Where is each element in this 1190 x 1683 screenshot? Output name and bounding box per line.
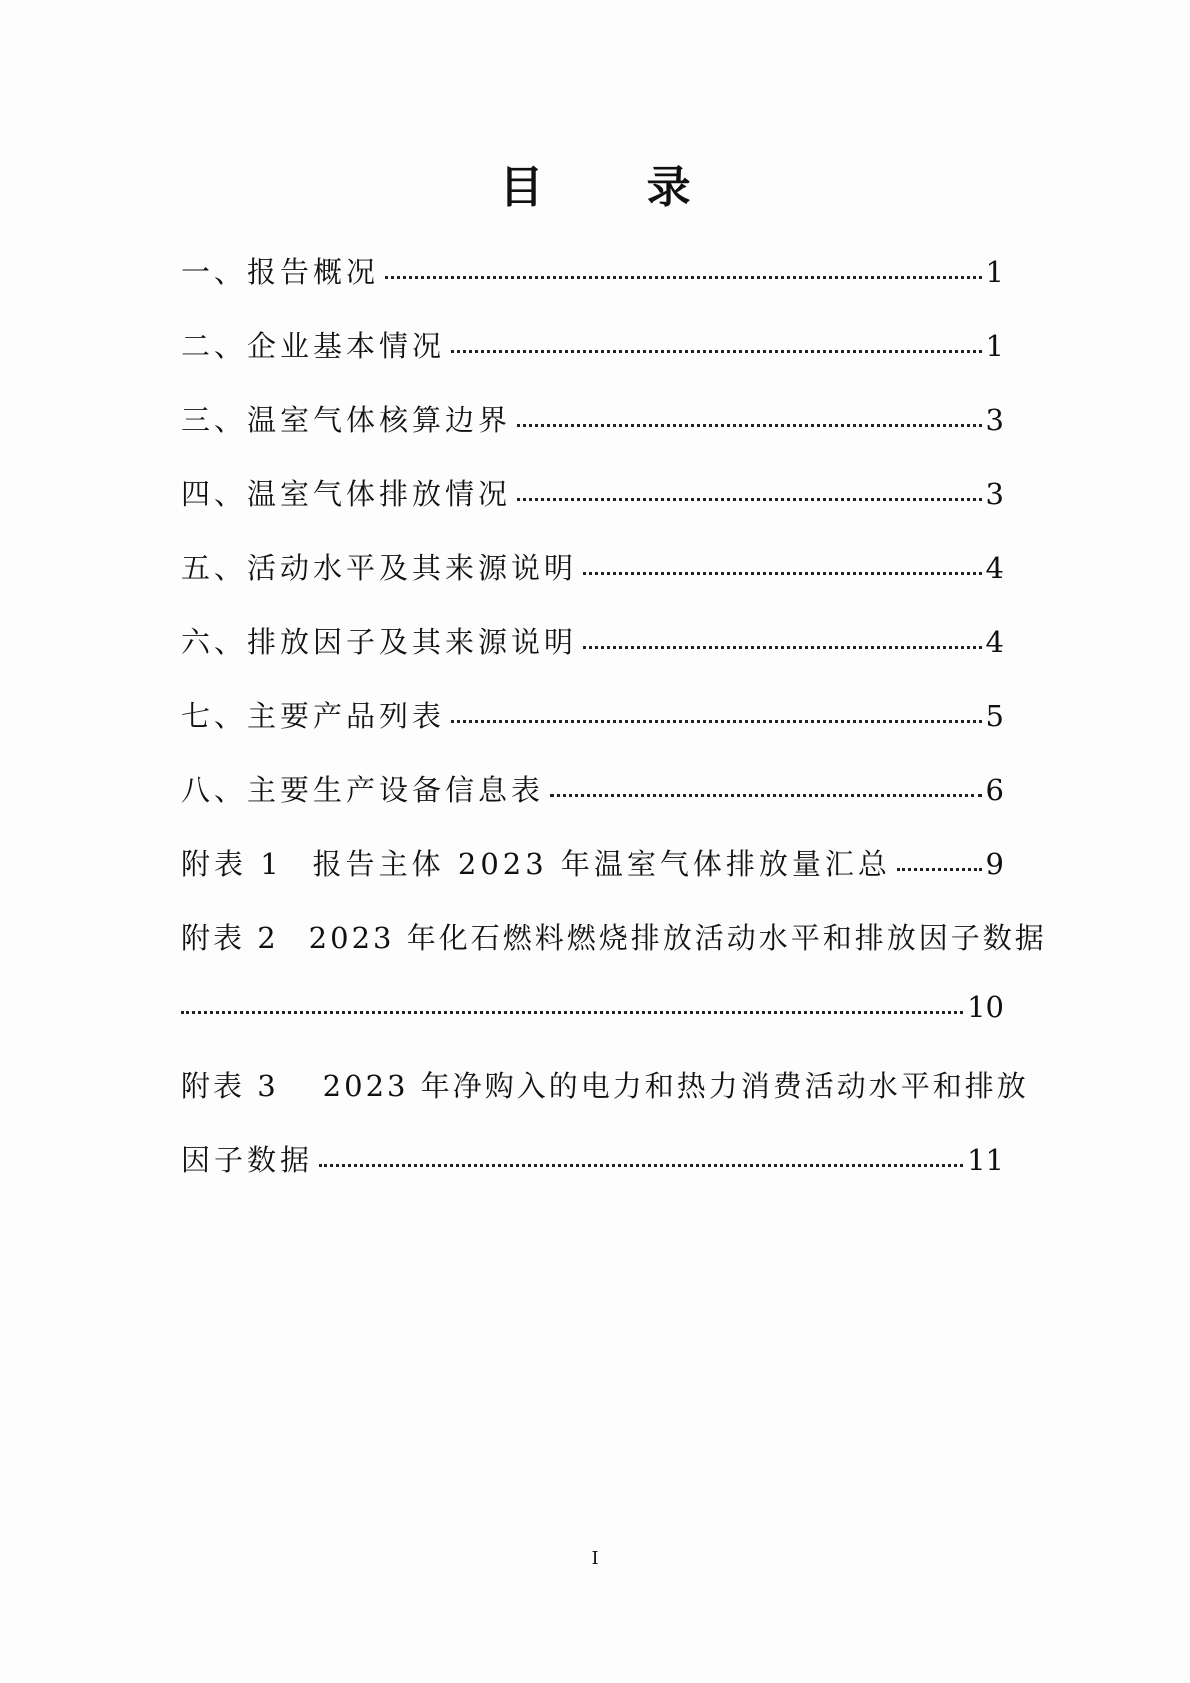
toc-entry[interactable]	[181, 694, 1004, 768]
toc-entry[interactable]	[181, 620, 1004, 694]
toc-leader-dots	[897, 868, 982, 871]
toc-page-number: 4	[985, 625, 1004, 659]
toc-page-number: 9	[985, 847, 1004, 881]
toc-entry[interactable]	[181, 768, 1004, 842]
toc-entry-appendix-1[interactable]	[181, 842, 1004, 916]
toc-page-number: 4	[985, 551, 1004, 585]
toc-page-number: 11	[967, 1143, 1004, 1177]
toc-entry-label: 二、企业基本情况	[181, 329, 446, 363]
toc-page-number: 1	[985, 255, 1004, 289]
toc-leader-dots	[517, 424, 982, 427]
toc-leader-dots	[451, 350, 982, 353]
toc-entry-label: 报告主体 2023 年温室气体排放量汇总	[312, 847, 891, 881]
page-number-footer: I	[591, 1548, 599, 1569]
toc-entry[interactable]	[181, 324, 1004, 398]
toc-page-number: 1	[985, 329, 1004, 363]
toc-entry-label: 八、主要生产设备信息表	[181, 773, 545, 807]
toc-entry-label: 四、温室气体排放情况	[181, 477, 512, 511]
toc-entry-label-continued: 因子数据	[181, 1143, 314, 1177]
toc-leader-dots	[181, 1011, 963, 1014]
toc-entry-appendix-2-leader[interactable]	[181, 990, 1004, 1064]
toc-entry-label: 2023 年化石燃料燃烧排放活动水平和排放因子数据	[308, 921, 1047, 955]
toc-entry-label: 七、主要产品列表	[181, 699, 446, 733]
toc-entry-label: 六、排放因子及其来源说明	[181, 625, 578, 659]
page-title: 目 录	[499, 162, 735, 213]
toc-entry[interactable]	[181, 398, 1004, 472]
toc-entry[interactable]	[181, 546, 1004, 620]
toc-entry-appendix-3[interactable]	[181, 1064, 1029, 1138]
toc-leader-dots	[319, 1164, 963, 1167]
toc-page-number: 3	[985, 403, 1004, 437]
toc-page-number: 3	[985, 477, 1004, 511]
toc-leader-dots	[583, 572, 982, 575]
toc-entry-label: 2023 年净购入的电力和热力消费活动水平和排放	[322, 1069, 1029, 1103]
toc-leader-dots	[451, 720, 982, 723]
toc-entry-appendix-3-leader[interactable]	[181, 1138, 1004, 1212]
toc-leader-dots	[517, 498, 982, 501]
toc-entry-label: 三、温室气体核算边界	[181, 403, 512, 437]
table-of-contents	[181, 250, 1047, 1212]
toc-leader-dots	[550, 794, 982, 797]
toc-entry-label: 五、活动水平及其来源说明	[181, 551, 578, 585]
toc-leader-dots	[583, 646, 982, 649]
toc-page-number: 10	[967, 990, 1004, 1024]
toc-entry[interactable]	[181, 250, 1004, 324]
toc-appendix-prefix: 附表 2	[181, 921, 279, 955]
toc-page-number: 6	[985, 773, 1004, 807]
toc-appendix-prefix: 附表 1	[181, 847, 283, 881]
toc-leader-dots	[385, 276, 982, 279]
toc-appendix-prefix: 附表 3	[181, 1069, 279, 1103]
toc-entry[interactable]	[181, 472, 1004, 546]
toc-entry-appendix-2[interactable]	[181, 916, 1047, 990]
toc-entry-label: 一、报告概况	[181, 255, 380, 289]
toc-page-number: 5	[985, 699, 1004, 733]
